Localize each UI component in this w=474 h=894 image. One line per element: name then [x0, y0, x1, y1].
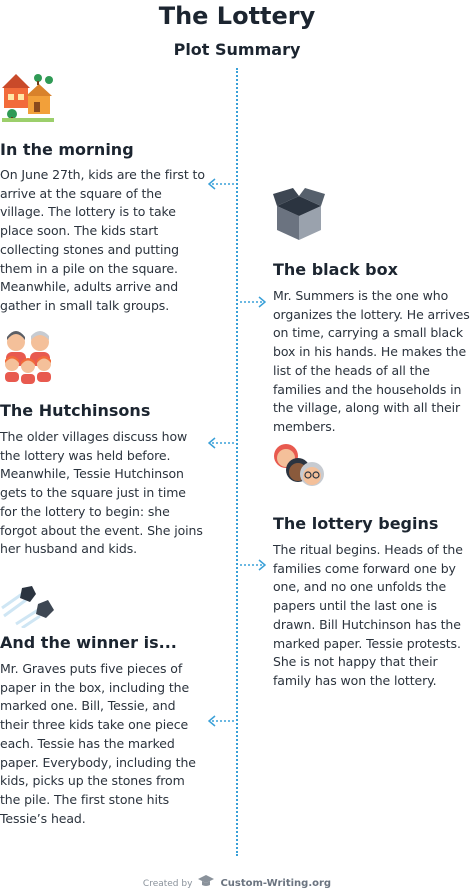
footer-brand[interactable]: Custom-Writing.org	[220, 878, 332, 889]
timeline-line	[236, 68, 238, 856]
arrow-right-icon	[240, 296, 266, 308]
page-subtitle: Plot Summary	[173, 40, 301, 59]
page-title: The Lottery	[158, 2, 316, 30]
section-heading-black-box: The black box	[273, 260, 398, 279]
section-heading-hutchinsons: The Hutchinsons	[0, 401, 151, 420]
section-heading-morning: In the morning	[0, 140, 134, 159]
footer	[0, 874, 474, 893]
arrow-right-icon	[240, 559, 266, 571]
section-text-morning: On June 27th, kids are the first to arrive at the square of the village. The lottery is to take place soon. The kids start collecting stones and putting them in a pile on the square. Meanwhile, adults arrive and gather in small talk groups.	[0, 167, 205, 313]
villagers-icon	[272, 442, 326, 494]
section-text-lottery-begins: The ritual begins. Heads of the families come forward one by one, and no one unfolds the papers until the last one is drawn. Bill Hutchinson has the marked paper. Tessie protests. She is not happy that their family has won the lottery.	[273, 542, 463, 688]
arrow-left-icon	[208, 715, 234, 727]
arrow-left-icon	[208, 178, 234, 190]
arrow-left-icon	[208, 437, 234, 449]
family-icon	[2, 328, 54, 384]
stones-icon	[0, 584, 54, 628]
section-heading-winner: And the winner is...	[0, 633, 177, 652]
village-icon	[2, 70, 54, 122]
section-heading-lottery-begins: The lottery begins	[273, 514, 439, 533]
graduation-cap-icon	[198, 874, 214, 893]
box-icon	[273, 188, 325, 240]
section-text-winner: Mr. Graves puts five pieces of paper in the box, including the marked one. Bill, Tessie, and their three kids take one piece each. Tessie has the marked paper. Everybody, including the kids, picks up the stones from the pile. The first stone hits Tessie’s head.	[0, 661, 196, 826]
section-text-black-box: Mr. Summers is the one who organizes the lottery. He arrives on time, carrying a small black box in his hands. He makes the list of the heads of all the families and the households in the village, along with all their members.	[273, 288, 470, 434]
footer-created-by: Created by	[142, 878, 193, 889]
section-text-hutchinsons: The older villages discuss how the lottery was held before. Meanwhile, Tessie Hutchinson gets to the square just in time for the lottery to begin: she forgot about the event. She joins her husband and kids.	[0, 429, 203, 557]
